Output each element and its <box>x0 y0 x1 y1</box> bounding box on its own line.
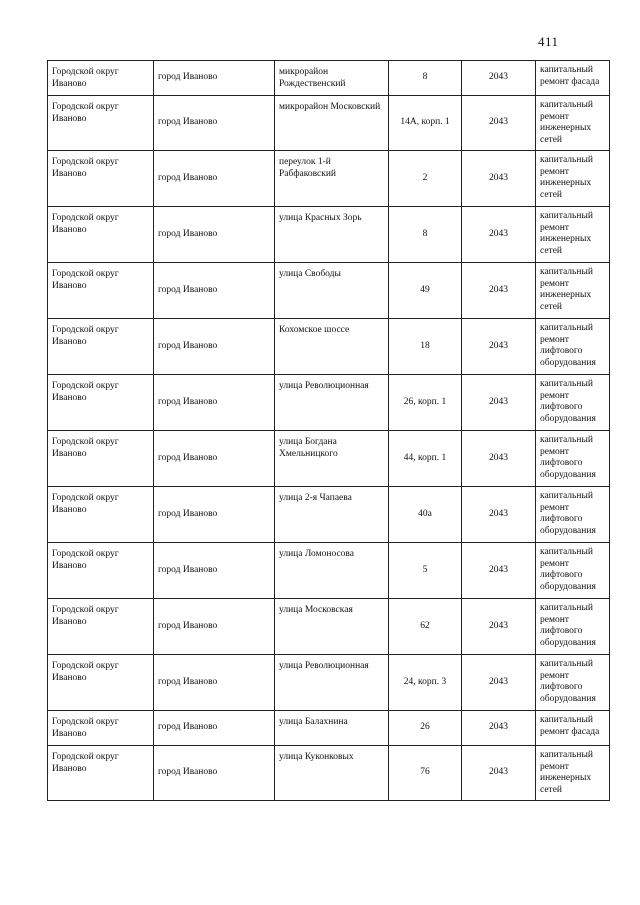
table-row <box>48 431 610 487</box>
house-number-cell: 24, корп. 3 <box>389 655 462 711</box>
work-type-cell: капитальный ремонт лифтового оборудования <box>536 655 610 711</box>
table-row <box>48 746 610 801</box>
district-cell: Городской округ Иваново <box>48 599 154 655</box>
district-cell: Городской округ Иваново <box>48 746 154 801</box>
city-cell: город Иваново <box>154 96 275 151</box>
district-cell: Городской округ Иваново <box>48 151 154 207</box>
street-cell: улица Московская <box>275 599 389 655</box>
table-row <box>48 655 610 711</box>
city-cell: город Иваново <box>154 746 275 801</box>
district-cell: Городской округ Иваново <box>48 207 154 263</box>
year-cell: 2043 <box>462 711 536 746</box>
table-row <box>48 319 610 375</box>
repair-schedule-table <box>47 60 610 801</box>
house-number-cell: 5 <box>389 543 462 599</box>
street-cell: улица Красных Зорь <box>275 207 389 263</box>
city-cell: город Иваново <box>154 487 275 543</box>
work-type-cell: капитальный ремонт лифтового оборудования <box>536 543 610 599</box>
year-cell: 2043 <box>462 655 536 711</box>
table-row <box>48 487 610 543</box>
year-cell: 2043 <box>462 151 536 207</box>
city-cell: город Иваново <box>154 375 275 431</box>
city-cell: город Иваново <box>154 151 275 207</box>
year-cell: 2043 <box>462 207 536 263</box>
year-cell: 2043 <box>462 96 536 151</box>
work-type-cell: капитальный ремонт инженерных сетей <box>536 151 610 207</box>
table-row <box>48 711 610 746</box>
street-cell: улица Революционная <box>275 655 389 711</box>
work-type-cell: капитальный ремонт лифтового оборудования <box>536 319 610 375</box>
work-type-cell: капитальный ремонт лифтового оборудования <box>536 599 610 655</box>
year-cell: 2043 <box>462 543 536 599</box>
district-cell: Городской округ Иваново <box>48 263 154 319</box>
district-cell: Городской округ Иваново <box>48 96 154 151</box>
district-cell: Городской округ Иваново <box>48 431 154 487</box>
district-cell: Городской округ Иваново <box>48 655 154 711</box>
table-row <box>48 543 610 599</box>
work-type-cell: капитальный ремонт лифтового оборудования <box>536 487 610 543</box>
district-cell: Городской округ Иваново <box>48 543 154 599</box>
city-cell: город Иваново <box>154 655 275 711</box>
year-cell: 2043 <box>462 61 536 96</box>
house-number-cell: 44, корп. 1 <box>389 431 462 487</box>
city-cell: город Иваново <box>154 263 275 319</box>
street-cell: улица Богдана Хмельницкого <box>275 431 389 487</box>
city-cell: город Иваново <box>154 599 275 655</box>
work-type-cell: капитальный ремонт фасада <box>536 61 610 96</box>
street-cell: улица 2-я Чапаева <box>275 487 389 543</box>
street-cell: микрорайон Московский <box>275 96 389 151</box>
district-cell: Городской округ Иваново <box>48 61 154 96</box>
street-cell: улица Балахнина <box>275 711 389 746</box>
table-row <box>48 151 610 207</box>
district-cell: Городской округ Иваново <box>48 319 154 375</box>
house-number-cell: 26 <box>389 711 462 746</box>
page-number: 411 <box>538 34 559 49</box>
street-cell: улица Куконковых <box>275 746 389 801</box>
work-type-cell: капитальный ремонт инженерных сетей <box>536 263 610 319</box>
work-type-cell: капитальный ремонт фасада <box>536 711 610 746</box>
street-cell: улица Революционная <box>275 375 389 431</box>
house-number-cell: 8 <box>389 61 462 96</box>
street-cell: улица Свободы <box>275 263 389 319</box>
table-row <box>48 61 610 96</box>
city-cell: город Иваново <box>154 61 275 96</box>
year-cell: 2043 <box>462 599 536 655</box>
city-cell: город Иваново <box>154 543 275 599</box>
table-row <box>48 207 610 263</box>
work-type-cell: капитальный ремонт инженерных сетей <box>536 96 610 151</box>
district-cell: Городской округ Иваново <box>48 375 154 431</box>
year-cell: 2043 <box>462 487 536 543</box>
house-number-cell: 49 <box>389 263 462 319</box>
house-number-cell: 62 <box>389 599 462 655</box>
year-cell: 2043 <box>462 375 536 431</box>
work-type-cell: капитальный ремонт инженерных сетей <box>536 746 610 801</box>
table-row <box>48 599 610 655</box>
year-cell: 2043 <box>462 263 536 319</box>
table-row <box>48 375 610 431</box>
house-number-cell: 8 <box>389 207 462 263</box>
district-cell: Городской округ Иваново <box>48 487 154 543</box>
table-row <box>48 263 610 319</box>
work-type-cell: капитальный ремонт лифтового оборудования <box>536 431 610 487</box>
house-number-cell: 14А, корп. 1 <box>389 96 462 151</box>
house-number-cell: 26, корп. 1 <box>389 375 462 431</box>
house-number-cell: 40а <box>389 487 462 543</box>
house-number-cell: 76 <box>389 746 462 801</box>
city-cell: город Иваново <box>154 431 275 487</box>
city-cell: город Иваново <box>154 207 275 263</box>
house-number-cell: 18 <box>389 319 462 375</box>
house-number-cell: 2 <box>389 151 462 207</box>
year-cell: 2043 <box>462 746 536 801</box>
year-cell: 2043 <box>462 431 536 487</box>
street-cell: Кохомское шоссе <box>275 319 389 375</box>
work-type-cell: капитальный ремонт инженерных сетей <box>536 207 610 263</box>
street-cell: переулок 1-й Рабфаковский <box>275 151 389 207</box>
table-row <box>48 96 610 151</box>
work-type-cell: капитальный ремонт лифтового оборудования <box>536 375 610 431</box>
street-cell: улица Ломоносова <box>275 543 389 599</box>
street-cell: микрорайон Рождественский <box>275 61 389 96</box>
city-cell: город Иваново <box>154 711 275 746</box>
city-cell: город Иваново <box>154 319 275 375</box>
district-cell: Городской округ Иваново <box>48 711 154 746</box>
year-cell: 2043 <box>462 319 536 375</box>
